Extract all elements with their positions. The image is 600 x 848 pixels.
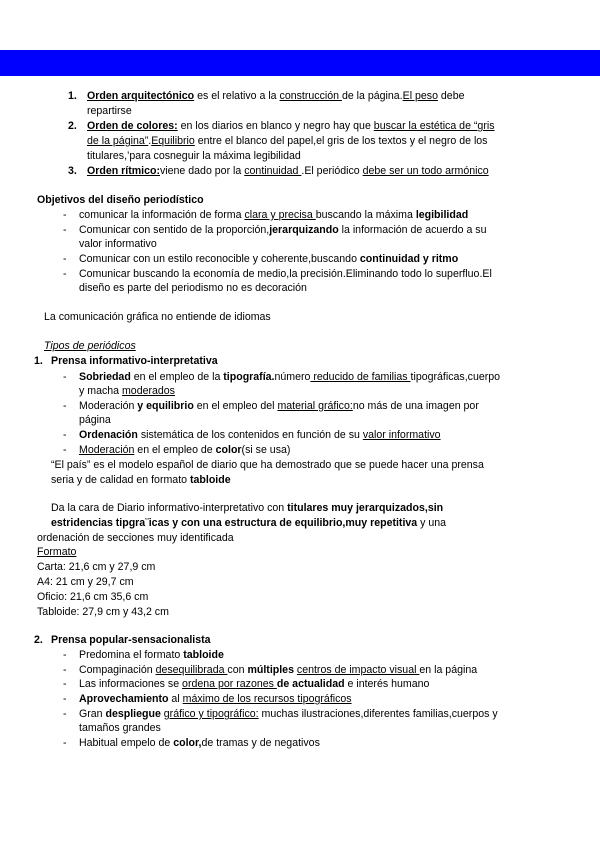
paragraph-line: estridencias tipgra¨icas y con una estructura de equilibrio,muy repetitiva y una	[51, 517, 447, 529]
list-item-cont: repartirse	[87, 105, 132, 117]
list-item-cont: página	[79, 414, 111, 426]
list-number: 1.	[68, 90, 77, 102]
header-bar	[0, 50, 600, 76]
section-title: Prensa popular-sensacionalista	[51, 634, 211, 646]
list-item: Aprovechamiento al máximo de los recursos tipográficos	[79, 693, 352, 705]
list-item: Sobriedad en el empleo de la tipografía.número reducido de familias tipográficas,cuerpo	[79, 371, 501, 383]
bullet-dash: -	[63, 209, 67, 221]
bullet-dash: -	[63, 708, 67, 720]
list-item: Predomina el formato tabloide	[79, 649, 224, 661]
list-item: comunicar la información de forma clara y precisa buscando la máxima legibilidad	[79, 209, 469, 221]
paragraph-line: ordenación de secciones muy identificada	[37, 532, 234, 544]
list-item-cont: diseño es parte del periodismo no es decoración	[79, 282, 307, 294]
formato-row: Tabloide: 27,9 cm y 43,2 cm	[37, 606, 169, 618]
section-number: 2.	[34, 634, 43, 646]
section-heading: Objetivos del diseño periodístico	[37, 194, 204, 206]
list-item: Las informaciones se ordena por razones de actualidad e interés humano	[79, 678, 430, 690]
list-item: Ordenación sistemática de los contenidos en función de su valor informativo	[79, 429, 441, 441]
list-number: 3.	[68, 165, 77, 177]
list-item: Moderación y equilibrio en el empleo del material gráfico:no más de una imagen por	[79, 400, 479, 412]
bullet-dash: -	[63, 400, 67, 412]
bullet-dash: -	[63, 693, 67, 705]
section-number: 1.	[34, 355, 43, 367]
bullet-dash: -	[63, 664, 67, 676]
section-title: Prensa informativo-interpretativa	[51, 355, 218, 367]
formato-row: Oficio: 21,6 cm 35,6 cm	[37, 591, 149, 603]
list-item: Orden rítmico:viene dado por la continuidad .El periódico debe ser un todo armónico	[87, 165, 489, 177]
bullet-dash: -	[63, 224, 67, 236]
list-item: Orden de colores: en los diarios en blanco y negro hay que buscar la estética de “gris	[87, 120, 495, 132]
list-item-cont: valor informativo	[79, 238, 157, 250]
bullet-dash: -	[63, 444, 67, 456]
list-item-cont: y macha moderados	[79, 385, 175, 397]
bullet-dash: -	[63, 649, 67, 661]
list-item: Gran despliegue gráfico y tipográfico: muchas ilustraciones,diferentes familias,cuerpos y	[79, 708, 498, 720]
paragraph-line: Da la cara de Diario informativo-interpretativo con titulares muy jerarquizados,sin	[51, 502, 444, 514]
list-item: Comunicar con un estilo reconocible y coherente,buscando continuidad y ritmo	[79, 253, 459, 265]
section-heading: Tipos de periódicos	[44, 340, 136, 352]
paragraph-line: seria y de calidad en formato tabloide	[51, 474, 231, 486]
bullet-dash: -	[63, 737, 67, 749]
list-item: Comunicar con sentido de la proporción,jerarquizando la información de acuerdo a su	[79, 224, 487, 236]
paragraph-line: “El país” es el modelo español de diario que ha demostrado que se puede hacer una prensa	[51, 459, 484, 471]
bullet-dash: -	[63, 268, 67, 280]
list-item-cont: tamaños grandes	[79, 722, 161, 734]
formato-row: A4: 21 cm y 29,7 cm	[37, 576, 134, 588]
list-item-cont: de la página”.Equilibrio entre el blanco del papel,el gris de los textos y el negro de los	[87, 135, 488, 147]
statement: La comunicación gráfica no entiende de idiomas	[44, 311, 271, 323]
list-item: Compaginación desequilibrada con múltiples centros de impacto visual en la página	[79, 664, 478, 676]
bullet-dash: -	[63, 678, 67, 690]
list-item-cont: titulares,’para cosneguir la máxima legibilidad	[87, 150, 301, 162]
formato-row: Carta: 21,6 cm y 27,9 cm	[37, 561, 156, 573]
bullet-dash: -	[63, 429, 67, 441]
list-item: Comunicar buscando la economía de medio,la precisión.Eliminando todo lo superfluo.El	[79, 268, 492, 280]
list-item: Habitual empelo de color,de tramas y de negativos	[79, 737, 320, 749]
list-item: Moderación en el empleo de color(si se usa)	[79, 444, 291, 456]
bullet-dash: -	[63, 253, 67, 265]
bullet-dash: -	[63, 371, 67, 383]
formato-heading: Formato	[37, 546, 77, 558]
list-item: Orden arquitectónico es el relativo a la construcción de la página.El peso debe	[87, 90, 465, 102]
list-number: 2.	[68, 120, 77, 132]
